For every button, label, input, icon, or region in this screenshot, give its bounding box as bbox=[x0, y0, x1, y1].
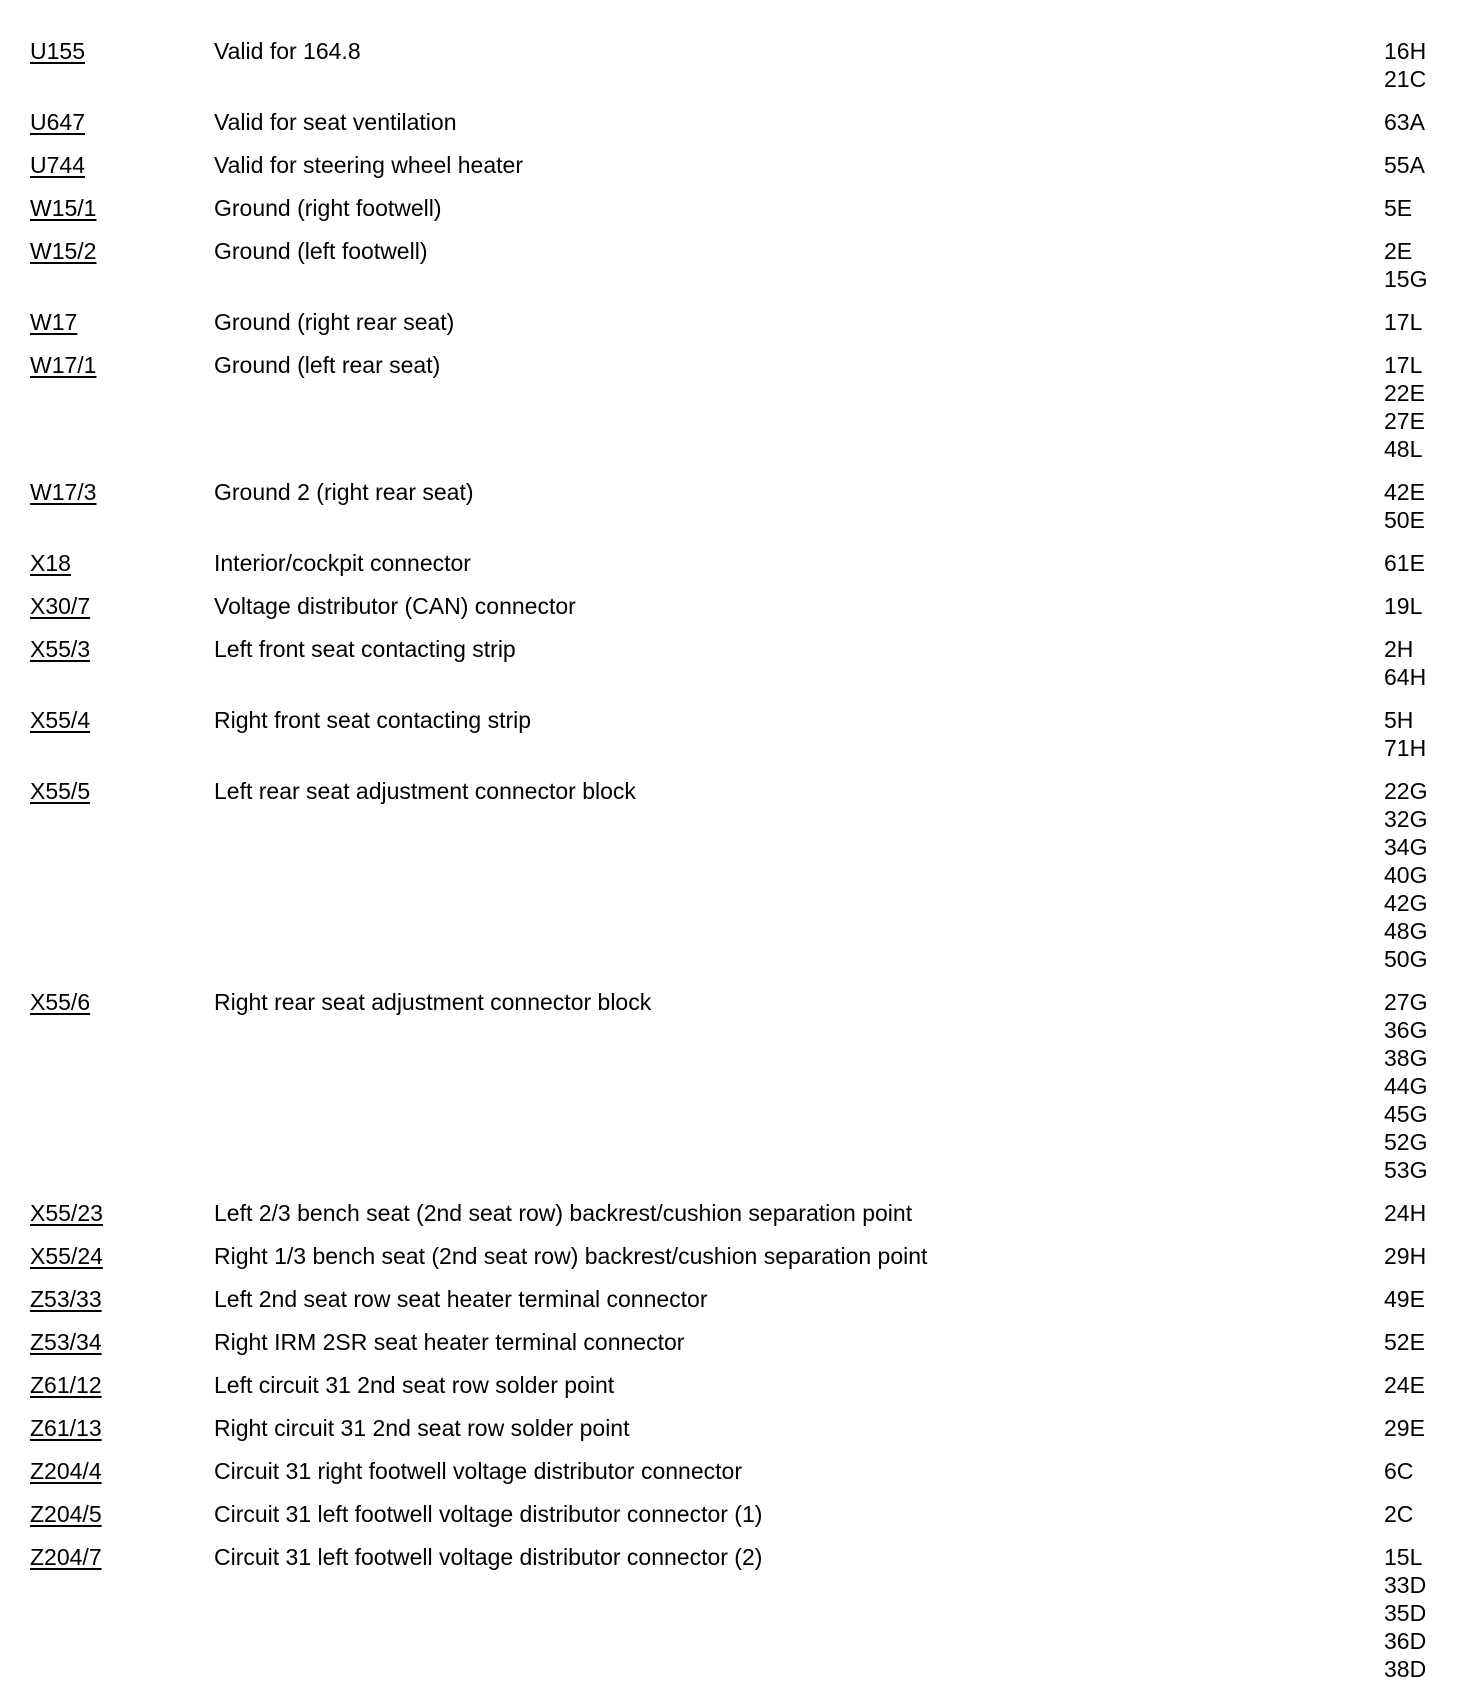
component-code-link[interactable]: X30/7 bbox=[30, 593, 91, 619]
component-code-link[interactable]: Z61/13 bbox=[30, 1415, 102, 1441]
grid-reference: 36D bbox=[1384, 1628, 1427, 1654]
component-description: Circuit 31 left footwell voltage distributor connector (2) bbox=[214, 1544, 763, 1570]
grid-reference: 49E bbox=[1384, 1286, 1425, 1312]
grid-reference-list bbox=[1384, 1199, 1426, 1227]
grid-reference: 19L bbox=[1384, 593, 1423, 619]
component-description: Left circuit 31 2nd seat row solder point bbox=[214, 1372, 615, 1398]
component-description: Left 2nd seat row seat heater terminal connector bbox=[214, 1286, 708, 1312]
grid-reference: 2C bbox=[1384, 1501, 1414, 1527]
grid-reference-list bbox=[1384, 194, 1412, 222]
grid-reference: 38G bbox=[1384, 1045, 1428, 1071]
grid-reference: 27E bbox=[1384, 408, 1425, 434]
grid-reference: 21C bbox=[1384, 66, 1427, 92]
component-code-link[interactable]: W17 bbox=[30, 309, 78, 335]
grid-reference-list bbox=[1384, 706, 1426, 762]
component-description: Ground (right rear seat) bbox=[214, 309, 455, 335]
grid-reference-list bbox=[1384, 1500, 1413, 1528]
grid-reference-list bbox=[1384, 1414, 1425, 1442]
grid-reference: 24H bbox=[1384, 1200, 1427, 1226]
grid-reference: 71H bbox=[1384, 735, 1427, 761]
component-code-link[interactable]: W15/2 bbox=[30, 238, 97, 264]
component-description: Voltage distributor (CAN) connector bbox=[214, 593, 576, 619]
grid-reference: 5H bbox=[1384, 707, 1414, 733]
grid-reference: 38D bbox=[1384, 1656, 1427, 1682]
grid-reference: 44G bbox=[1384, 1073, 1428, 1099]
component-code-link[interactable]: U155 bbox=[30, 38, 85, 64]
grid-reference: 2E bbox=[1384, 238, 1413, 264]
grid-reference-list bbox=[1384, 592, 1422, 620]
grid-reference: 22G bbox=[1384, 778, 1428, 804]
grid-reference-list bbox=[1384, 308, 1422, 336]
component-code-link[interactable]: Z204/7 bbox=[30, 1544, 102, 1570]
grid-reference-list bbox=[1384, 1328, 1425, 1356]
grid-reference: 64H bbox=[1384, 664, 1427, 690]
grid-reference: 35D bbox=[1384, 1600, 1427, 1626]
grid-reference: 48L bbox=[1384, 436, 1423, 462]
grid-reference-list bbox=[1384, 1543, 1426, 1683]
grid-reference: 17L bbox=[1384, 352, 1423, 378]
component-code-link[interactable]: X55/23 bbox=[30, 1200, 103, 1226]
grid-reference-list bbox=[1384, 1371, 1425, 1399]
grid-reference: 53G bbox=[1384, 1157, 1428, 1183]
grid-reference-list bbox=[1384, 1285, 1425, 1313]
grid-reference: 33D bbox=[1384, 1572, 1427, 1598]
component-code-link[interactable]: U744 bbox=[30, 152, 85, 178]
grid-reference: 55A bbox=[1384, 152, 1425, 178]
component-description: Right 1/3 bench seat (2nd seat row) backrest/cushion separation point bbox=[214, 1243, 928, 1269]
grid-reference: 50G bbox=[1384, 946, 1428, 972]
grid-reference: 2H bbox=[1384, 636, 1414, 662]
grid-reference: 15G bbox=[1384, 266, 1428, 292]
component-description: Right circuit 31 2nd seat row solder point bbox=[214, 1415, 630, 1441]
grid-reference: 15L bbox=[1384, 1544, 1423, 1570]
grid-reference: 48G bbox=[1384, 918, 1428, 944]
grid-reference: 34G bbox=[1384, 834, 1428, 860]
component-code-link[interactable]: Z204/5 bbox=[30, 1501, 102, 1527]
grid-reference: 29E bbox=[1384, 1415, 1425, 1441]
grid-reference: 6C bbox=[1384, 1458, 1414, 1484]
grid-reference: 36G bbox=[1384, 1017, 1428, 1043]
grid-reference: 24E bbox=[1384, 1372, 1425, 1398]
component-code-link[interactable]: Z61/12 bbox=[30, 1372, 102, 1398]
grid-reference-list bbox=[1384, 635, 1426, 691]
grid-reference-list bbox=[1384, 37, 1426, 93]
component-description: Left front seat contacting strip bbox=[214, 636, 516, 662]
component-description: Circuit 31 left footwell voltage distributor connector (1) bbox=[214, 1501, 763, 1527]
grid-reference-list bbox=[1384, 151, 1425, 179]
grid-reference-list bbox=[1384, 988, 1427, 1184]
component-code-link[interactable]: W17/1 bbox=[30, 352, 97, 378]
component-code-link[interactable]: W17/3 bbox=[30, 479, 97, 505]
grid-reference: 42E bbox=[1384, 479, 1425, 505]
component-description: Valid for 164.8 bbox=[214, 38, 361, 64]
grid-reference: 16H bbox=[1384, 38, 1427, 64]
grid-reference: 52E bbox=[1384, 1329, 1425, 1355]
grid-reference: 61E bbox=[1384, 550, 1425, 576]
grid-reference: 52G bbox=[1384, 1129, 1428, 1155]
grid-reference: 32G bbox=[1384, 806, 1428, 832]
component-code-link[interactable]: X55/3 bbox=[30, 636, 91, 662]
grid-reference-list bbox=[1384, 1242, 1426, 1270]
component-code-link[interactable]: Z53/33 bbox=[30, 1286, 102, 1312]
component-description: Right rear seat adjustment connector block bbox=[214, 989, 652, 1015]
component-description: Ground 2 (right rear seat) bbox=[214, 479, 474, 505]
grid-reference-list bbox=[1384, 549, 1425, 577]
grid-reference: 5E bbox=[1384, 195, 1413, 221]
component-code-link[interactable]: Z53/34 bbox=[30, 1329, 102, 1355]
grid-reference-list bbox=[1384, 237, 1427, 293]
component-description: Valid for steering wheel heater bbox=[214, 152, 523, 178]
grid-reference: 17L bbox=[1384, 309, 1423, 335]
grid-reference: 50E bbox=[1384, 507, 1425, 533]
component-code-link[interactable]: W15/1 bbox=[30, 195, 97, 221]
component-description: Interior/cockpit connector bbox=[214, 550, 471, 576]
component-description: Left 2/3 bench seat (2nd seat row) backrest/cushion separation point bbox=[214, 1200, 913, 1226]
component-code-link[interactable]: X18 bbox=[30, 550, 71, 576]
component-code-link[interactable]: U647 bbox=[30, 109, 85, 135]
grid-reference-list bbox=[1384, 1457, 1413, 1485]
component-description: Right IRM 2SR seat heater terminal connector bbox=[214, 1329, 685, 1355]
component-description: Ground (left rear seat) bbox=[214, 352, 441, 378]
component-description: Ground (right footwell) bbox=[214, 195, 442, 221]
component-description: Valid for seat ventilation bbox=[214, 109, 457, 135]
component-code-link[interactable]: X55/4 bbox=[30, 707, 91, 733]
component-description: Circuit 31 right footwell voltage distributor connector bbox=[214, 1458, 742, 1484]
grid-reference: 27G bbox=[1384, 989, 1428, 1015]
grid-reference: 42G bbox=[1384, 890, 1428, 916]
component-description: Left rear seat adjustment connector block bbox=[214, 778, 636, 804]
grid-reference: 40G bbox=[1384, 862, 1428, 888]
grid-reference-list bbox=[1384, 478, 1425, 534]
grid-reference-list bbox=[1384, 777, 1427, 973]
component-code-link[interactable]: X55/6 bbox=[30, 989, 91, 1015]
component-code-link[interactable]: X55/5 bbox=[30, 778, 91, 804]
grid-reference: 29H bbox=[1384, 1243, 1427, 1269]
grid-reference: 22E bbox=[1384, 380, 1425, 406]
component-code-link[interactable]: X55/24 bbox=[30, 1243, 103, 1269]
grid-reference-list bbox=[1384, 351, 1425, 463]
component-description: Right front seat contacting strip bbox=[214, 707, 532, 733]
grid-reference-list bbox=[1384, 108, 1425, 136]
component-description: Ground (left footwell) bbox=[214, 238, 428, 264]
grid-reference: 63A bbox=[1384, 109, 1425, 135]
grid-reference: 45G bbox=[1384, 1101, 1428, 1127]
component-code-link[interactable]: Z204/4 bbox=[30, 1458, 102, 1484]
